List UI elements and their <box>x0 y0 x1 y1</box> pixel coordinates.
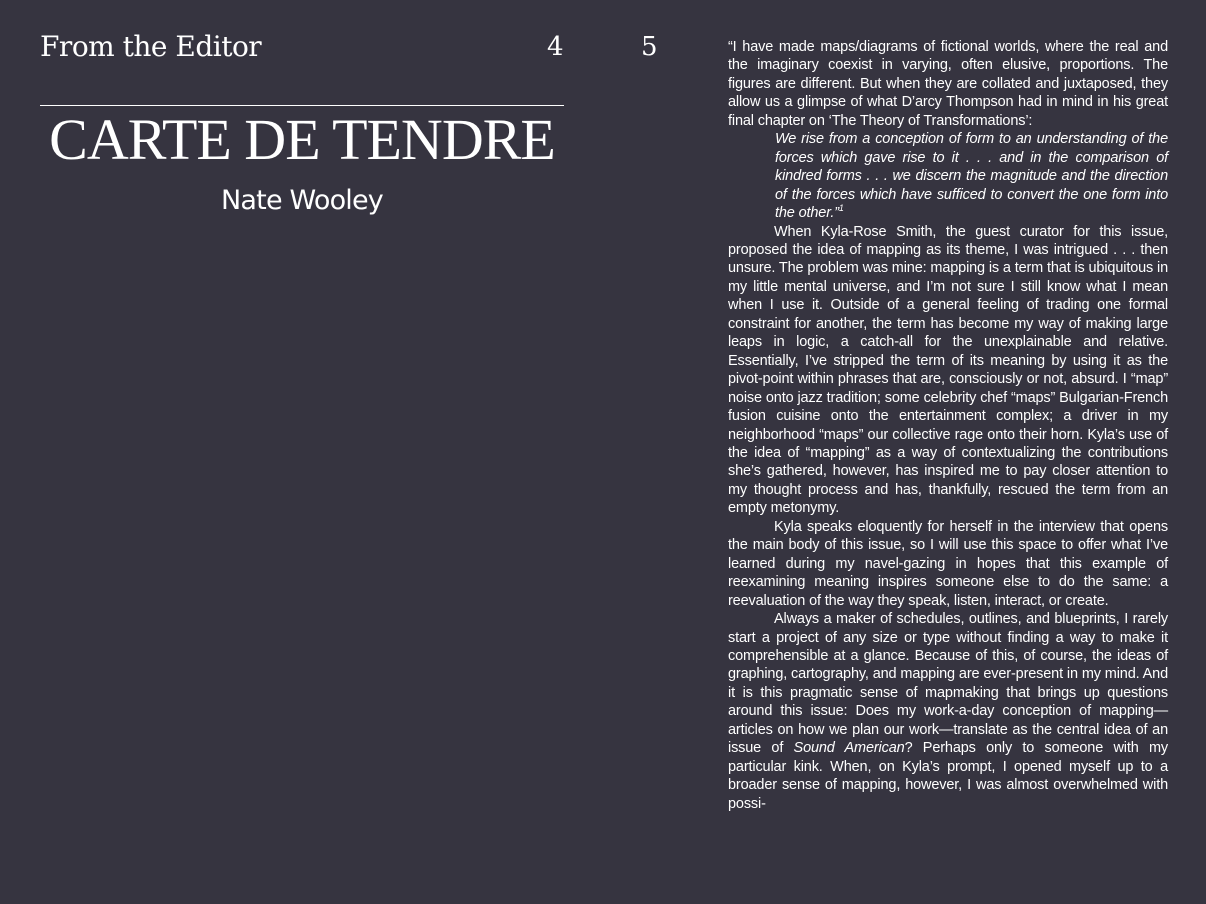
page-number-left: 4 <box>547 32 564 62</box>
block-quote-text: We rise from a conception of form to an understanding of the forces which gave rise to it . . . and in the comparison of kindred forms . . . we discern the magnitude and the direction of the forces which have sufficed to convert the one form into the other.” <box>775 131 1168 222</box>
body-paragraph: When Kyla-Rose Smith, the guest curator for this issue, proposed the idea of mapping as its theme, I was intrigued . . . then unsure. The problem was mine: mapping is a term that is ubiquitous in my little mental universe, and I’m not sure I still know what I mean when I use it. Outside of a general feeling of trading one formal constraint for another, the term has become my way of making large leaps in logic, a catch-all for the unexplainable and relative. Essentially, I’ve stripped the term of its meaning by using it as the pivot-point within phrases that are, consciously or not, absurd. I “map” noise onto jazz tradition; some celebrity chef “maps” Bulgarian-French fusion cuisine onto the entertainment complex; a driver in my neighborhood “maps” our collective rage onto their horn. Kyla’s use of the idea of “mapping” as a way of contextualizing the contributions she’s gathered, however, has inspired me to pay closer attention to my thought process and has, thankfully, rescued the term from an empty metonymy. <box>728 223 1168 517</box>
body-paragraph: Kyla speaks eloquently for herself in the interview that opens the main body of this issue, so I will use this space to offer what I’ve learned during my navel-gazing in hopes that this example of reexamining meaning inspires someone else to do the same: a reevaluation of the way they speak, listen, interact, or create. <box>728 518 1168 609</box>
section-label: From the Editor <box>40 30 262 63</box>
article-body <box>728 38 1168 813</box>
body-paragraph <box>728 610 1168 813</box>
body-text: ? Perhaps only to someone with my particular kink. When, on Kyla’s prompt, I opened myself up to a broader sense of mapping, however, I was almost overwhelmed with possi- <box>728 740 1168 812</box>
article-author: Nate Wooley <box>221 185 383 216</box>
body-paragraph-opening-quote: “I have made maps/diagrams of fictional worlds, where the real and the imaginary coexist in varying, often elusive, proportions. The figures are different. But when they are collated and juxtaposed, they allow us a glimpse of what D’arcy Thompson had in mind in his great final chapter on ‘The Theory of Transformations’: <box>728 39 1168 129</box>
body-text: Always a maker of schedules, outlines, and blueprints, I rarely start a project of any size or type without finding a way to make it comprehensible at a glance. Because of this, of course, the ideas of graphing, cartography, and mapping are ever-present in my mind. And it is this pragmatic sense of mapmaking that brings up questions around this issue: Does my work-a-day conception of mapping—articles on how we plan our work—translate as the central idea of an issue of <box>728 611 1168 757</box>
page-number-right: 5 <box>641 32 658 62</box>
title-divider <box>40 105 564 106</box>
block-quote <box>728 130 1168 222</box>
article-title: CARTE DE TENDRE <box>49 107 555 172</box>
footnote-marker: 1 <box>838 203 844 214</box>
publication-title: Sound American <box>793 740 905 757</box>
